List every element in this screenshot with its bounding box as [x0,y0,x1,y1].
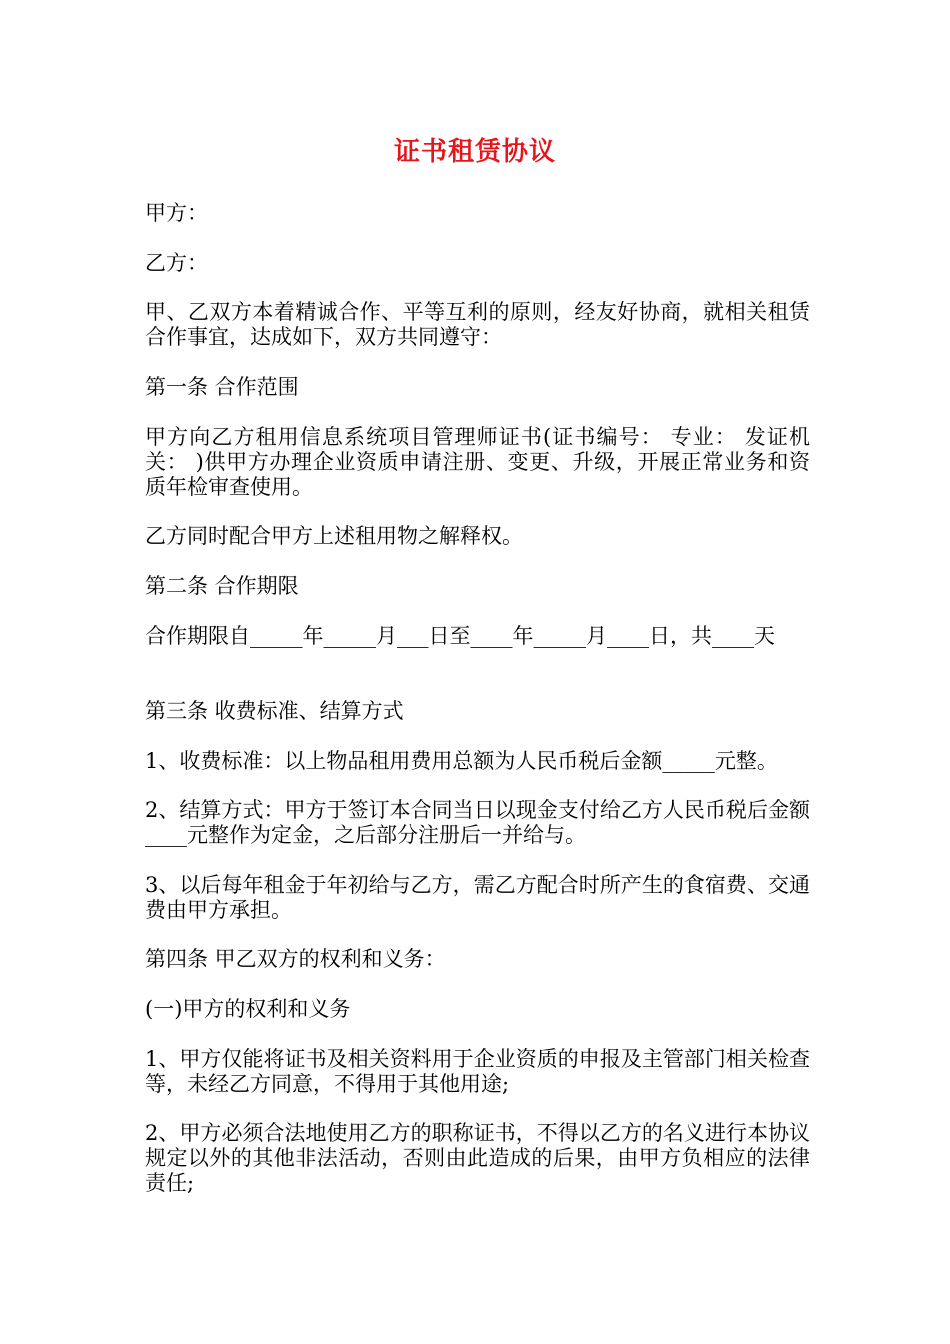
party-a-duty-1-paragraph: 1、甲方仅能将证书及相关资料用于企业资质的申报及主管部门相关检查等，未经乙方同意，不得用于其他用途; [145,1047,810,1096]
party-a-duty-2-paragraph: 2、甲方必须合法地使用乙方的职称证书，不得以乙方的名义进行本协议规定以外的其他非法活动，否则由此造成的后果，由甲方负相应的法律责任; [145,1121,810,1195]
annual-rent-paragraph: 3、以后每年租金于年初给与乙方，需乙方配合时所产生的食宿费、交通费由甲方承担。 [145,873,810,922]
fee-standard-paragraph: 1、收费标准：以上物品租用费用总额为人民币税后金额_____元整。 [145,749,778,773]
article-3-heading: 第三条 收费标准、结算方式 [145,699,404,723]
article-2-heading: 第二条 合作期限 [145,574,299,598]
preamble-paragraph: 甲、乙双方本着精诚合作、平等互利的原则，经友好协商，就相关租赁合作事宜，达成如下，双方共同遵守： [145,300,810,349]
settlement-method-paragraph: 2、结算方式：甲方于签订本合同当日以现金支付给乙方人民币税后金额____元整作为定金，之后部分注册后一并给与。 [145,798,810,847]
article-1-interpretation-paragraph: 乙方同时配合甲方上述租用物之解释权。 [145,524,523,548]
article-1-scope-paragraph: 甲方向乙方租用信息系统项目管理师证书(证书编号： 专业： 发证机关： )供甲方办理企业资质申请注册、变更、升级，开展正常业务和资质年检审查使用。 [145,425,810,499]
party-a-line: 甲方： [145,201,208,225]
party-b-line: 乙方： [145,251,208,275]
article-1-heading: 第一条 合作范围 [145,375,299,399]
party-a-rights-heading: (一)甲方的权利和义务 [145,997,351,1021]
document-title: 证书租赁协议 [393,137,556,167]
article-4-heading: 第四条 甲乙双方的权利和义务： [145,947,446,971]
article-2-term-paragraph: 合作期限自_____年_____月___日至____年_____月____日，共____天 [145,624,775,648]
